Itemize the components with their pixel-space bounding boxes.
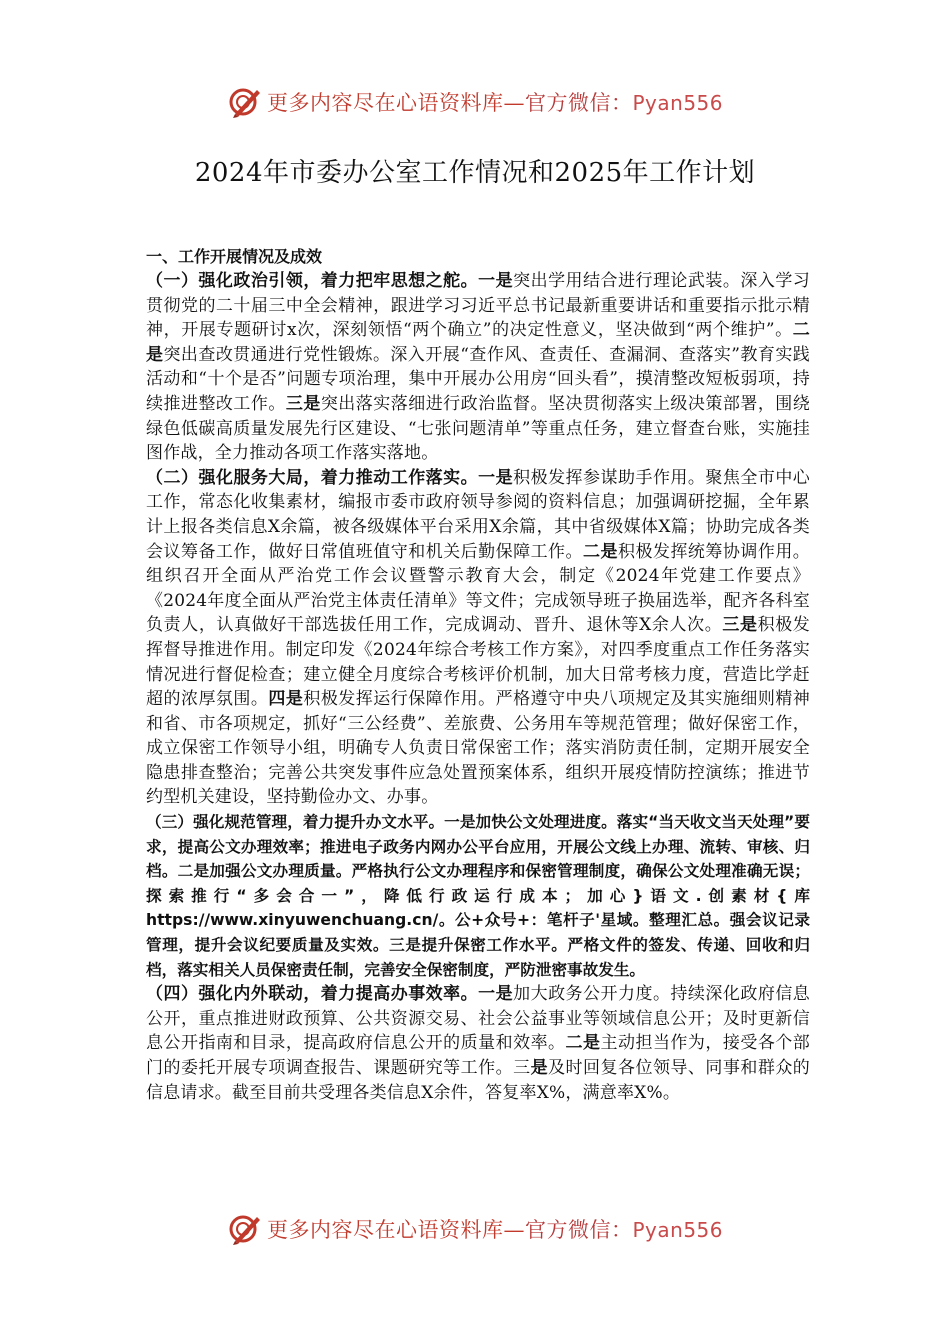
watermark-wechat-label: 官方微信： (524, 91, 633, 115)
paragraph-serve-overall: （二）强化服务大局，着力推动工作落实。一是积极发挥参谋助手作用。聚焦全市中心工作，常态化收集素材，编报市委市政府领导参阅的资料信息；加强调研挖掘，全年累计上报各类信息X余篇，被各级媒体平台采用X余篇，其中省级媒体X篇；协助完成各类会议筹备工作，做好日常值班值守和机关后勤保障工作。二是积极发挥统筹协调作用。组织召开全面从严治党工作会议暨警示教育大会，制定《2024年党建工作要点》《2024年度全面从严治党主体责任清单》等文件；完成领导班子换届选举，配齐各科室负责人，认真做好干部选拔任用工作，完成调动、晋升、退休等X余人次。三是积极发挥督导推进作用。制定印发《2024年综合考核工作方案》，对四季度重点工作任务落实情况进行督促检查；建立健全月度综合考核评价机制，加大日常考核力度，营造比学赶超的浓厚氛围。四是积极发挥运行保障作用。严格遵守中央八项规定及其实施细则精神和省、市各项规定，抓好“三公经费”、差旅费、公务用车等规范管理；做好保密工作，成立保密工作领导小组，明确专人负责日常保密工作；落实消防责任制，定期开展安全隐患排查整治；完善公共突发事件应急处置预案体系，组织开展疫情防控演练；推进节约型机关建设，坚持勤俭办文、办事。 (146, 467, 811, 808)
paragraph-head: （二）强化服务大局，着力推动工作落实。 (146, 467, 479, 488)
watermark-wechat-label: 官方微信： (524, 1218, 633, 1242)
document-title: 2024年市委办公室工作情况和2025年工作计划 (194, 158, 756, 188)
watermark-wechat-id: Pyan556 (632, 1218, 723, 1242)
paragraph-head: （四）强化内外联动，着力提高办事效率。 (146, 984, 479, 1005)
pen-logo-icon (227, 84, 263, 120)
watermark-site-text: 更多内容尽在心语资料库— (266, 91, 525, 115)
watermark-site-text: 更多内容尽在心语资料库— (266, 1218, 525, 1242)
section-heading: 一、工作开展情况及成效 (146, 247, 323, 266)
watermark-wechat-id: Pyan556 (632, 91, 723, 115)
document-body (146, 244, 810, 1105)
paragraph-political-guidance: （一）强化政治引领，着力把牢思想之舵。一是突出学用结合进行理论武装。深入学习贯彻党的二十届三中全会精神，跟进学习习近平总书记最新重要讲话和重要指示批示精神，开展专题研讨x次，深刻领悟“两个确立”的决定性意义，坚决做到“两个维护”。二是突出查改贯通进行党性锻炼。深入开展“查作风、查责任、查漏洞、查落实”教育实践活动和“十个是否”问题专项治理，集中开展办公用房“回头看”，摸清整改短板弱项，持续推进整改工作。三是突出落实落细进行政治监督。坚决贯彻落实上级决策部署，围绕绿色低碳高质量发展先行区建设、“七张问题清单”等重点任务，建立督查台账，实施挂图作战，全力推动各项工作落实落地。 (146, 271, 811, 464)
paragraph-standard-management: （三）强化规范管理，着力提升办文水平。一是加快公文处理进度。落实“当天收文当天处理”要求，提高公文办理效率；推进电子政务内网办公平台应用，开展公文线上办理、流转、审核、归档。二是加强公文办理质量。严格执行公文办理程序和保密管理制度，确保公文处理准确无误；探索推行“多会合一”，降低行政运行成本；加心}语文.创素材{库https://www.xinyuwenchuang.cn/。公+众号+：笔杆子'星域。整理汇总。强会议记录管理，提升会议纪要质量及实效。三是提升保密工作水平。严格文件的签发、传递、回收和归档，落实相关人员保密责任制，完善安全保密制度，严防泄密事故发生。 (146, 813, 810, 979)
watermark-banner-bottom (0, 1209, 950, 1249)
paragraph-internal-external: （四）强化内外联动，着力提高办事效率。一是加大政务公开力度。持续深化政府信息公开，重点推进财政预算、公共资源交易、社会公益事业等领域信息公开；及时更新信息公开指南和目录，提高政府信息公开的质量和效率。二是主动担当作为，接受各个部门的委托开展专项调查报告、课题研究等工作。三是及时回复各位领导、同事和群众的信息请求。截至目前共受理各类信息X余件，答复率X%，满意率X%。 (146, 984, 811, 1103)
watermark-banner-top (0, 82, 950, 122)
pen-logo-icon (227, 1211, 263, 1247)
paragraph-head: （一）强化政治引领，着力把牢思想之舵。 (146, 271, 479, 291)
